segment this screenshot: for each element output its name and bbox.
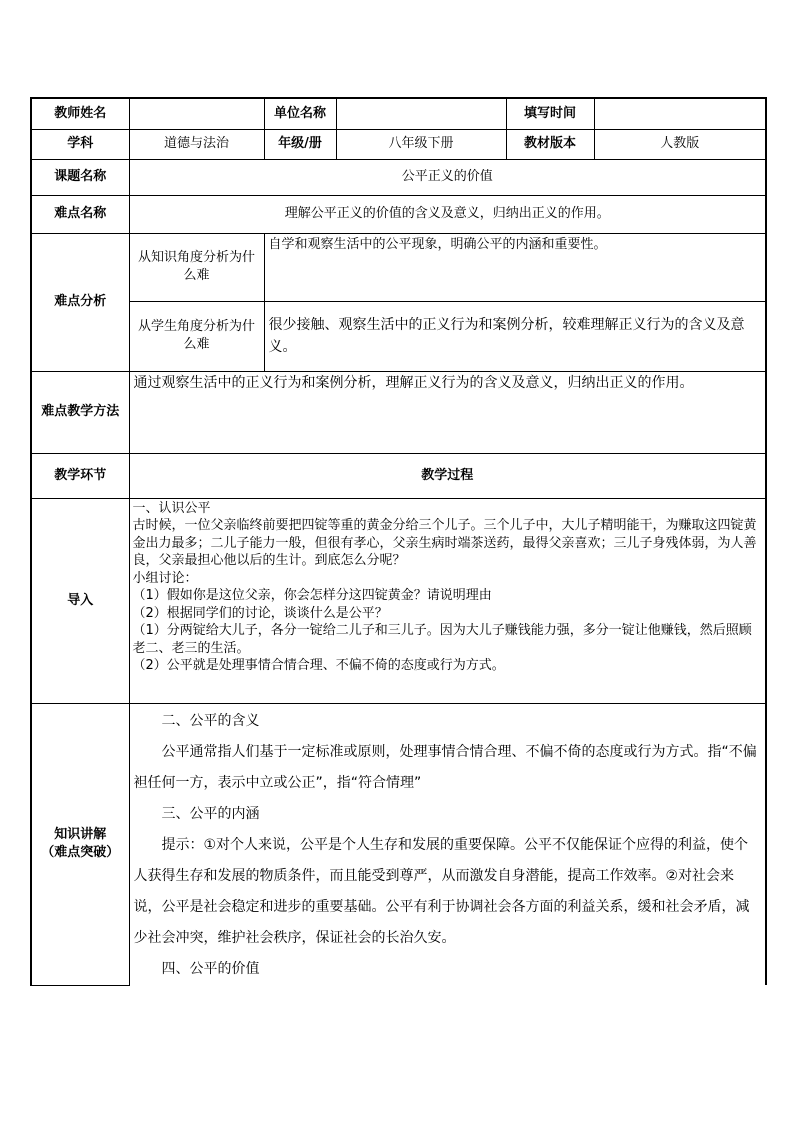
intro-question-1: （1）假如你是这位父亲，你会怎样分这四锭黄金？请说明理由 xyxy=(132,588,492,604)
difficulty-label: 难点名称 xyxy=(31,195,129,233)
process-header-row xyxy=(31,453,766,498)
topic-value: 公平正义的价值 xyxy=(129,159,766,195)
subject-label: 学科 xyxy=(31,129,129,159)
intro-story: 古时候，一位父亲临终前要把四锭等重的黄金分给三个儿子。三个儿子中，大儿子精明能干，为赚取这四锭黄金出力最多；二儿子能力一般，但很有孝心，父亲生病时端茶送药，最得父亲喜欢；三儿子身残体弱，为人善良，父亲最担心他以后的生计。到底怎么分呢？ xyxy=(132,518,757,569)
unit-name-label: 单位名称 xyxy=(264,98,336,129)
edition-label: 教材版本 xyxy=(506,129,594,159)
fill-date-field[interactable] xyxy=(594,98,766,129)
knowledge-hint: 提示：①对个人来说，公平是个人生存和发展的重要保障。公平不仅能保证个应得的利益，使个人获得生存和发展的物质条件，而且能受到尊严，从而激发自身潜能，提高工作效率。②对社会来说，公平是社会稳定和进步的重要基础。公平有利于协调社会各方面的利益关系，缓和社会矛盾，减少社会冲突，维护社会秩序，保证社会的长治久安。 xyxy=(133,836,750,946)
intro-row xyxy=(31,498,766,703)
analysis-row-student xyxy=(31,301,766,371)
grade-value: 八年级下册 xyxy=(336,129,506,159)
knowledge-heading-3: 三、公平的内涵 xyxy=(161,805,260,822)
method-row xyxy=(31,371,766,453)
knowledge-sublabel: （难点突破） xyxy=(41,845,120,860)
knowledge-heading-2: 二、公平的含义 xyxy=(161,712,260,729)
intro-discussion-label: 小组讨论： xyxy=(132,570,198,586)
student-angle-label: 从学生角度分析为什么难 xyxy=(129,301,264,371)
fill-date-label: 填写时间 xyxy=(506,98,594,129)
knowledge-heading-4: 四、公平的价值 xyxy=(161,960,260,977)
intro-answer-1: （1）分两锭给大儿子，各分一锭给二儿子和三儿子。因为大儿子赚钱能力强，多分一锭让他赚钱，然后照顾老二、老三的生活。 xyxy=(132,623,752,656)
stage-header: 教学环节 xyxy=(31,453,129,498)
topic-row xyxy=(31,159,766,195)
teacher-name-field[interactable] xyxy=(129,98,264,129)
topic-label: 课题名称 xyxy=(31,159,129,195)
lesson-form-table xyxy=(30,97,767,986)
knowledge-label-cell xyxy=(31,703,129,985)
subject-value: 道德与法治 xyxy=(129,129,264,159)
student-angle-value: 很少接触、观察生活中的正义行为和案例分析，较难理解正义行为的含义及意义。 xyxy=(264,301,766,371)
analysis-row-knowledge xyxy=(31,233,766,301)
intro-content xyxy=(129,498,766,703)
process-header: 教学过程 xyxy=(129,453,766,498)
intro-heading: 一、认识公平 xyxy=(132,500,211,516)
edition-value: 人教版 xyxy=(594,129,766,159)
teacher-name-label: 教师姓名 xyxy=(31,98,129,129)
header-row-1 xyxy=(31,98,766,129)
unit-name-field[interactable] xyxy=(336,98,506,129)
method-label: 难点教学方法 xyxy=(31,371,129,453)
difficulty-value: 理解公平正义的价值的含义及意义，归纳出正义的作用。 xyxy=(129,195,766,233)
intro-answer-2: （2）公平就是处理事情合情合理、不偏不倚的态度或行为方式。 xyxy=(132,658,505,674)
knowledge-content xyxy=(129,703,766,985)
knowledge-label: 知识讲解 xyxy=(54,827,107,843)
intro-question-2: （2）根据同学们的讨论，谈谈什么是公平？ xyxy=(132,605,388,621)
analysis-label: 难点分析 xyxy=(31,233,129,371)
grade-label: 年级/册 xyxy=(264,129,336,159)
method-value: 通过观察生活中的正义行为和案例分析，理解正义行为的含义及意义，归纳出正义的作用。 xyxy=(129,371,766,453)
knowledge-angle-value: 自学和观察生活中的公平现象，明确公平的内涵和重要性。 xyxy=(264,233,766,301)
difficulty-row xyxy=(31,195,766,233)
header-row-2 xyxy=(31,129,766,159)
knowledge-row xyxy=(31,703,766,985)
knowledge-definition: 公平通常指人们基于一定标准或原则，处理事情合情合理、不偏不倚的态度或行为方式。指“不偏袒任何一方，表示中立或公正”，指“符合情理” xyxy=(133,743,757,791)
knowledge-angle-label: 从知识角度分析为什么难 xyxy=(129,233,264,301)
intro-label: 导入 xyxy=(31,498,129,703)
